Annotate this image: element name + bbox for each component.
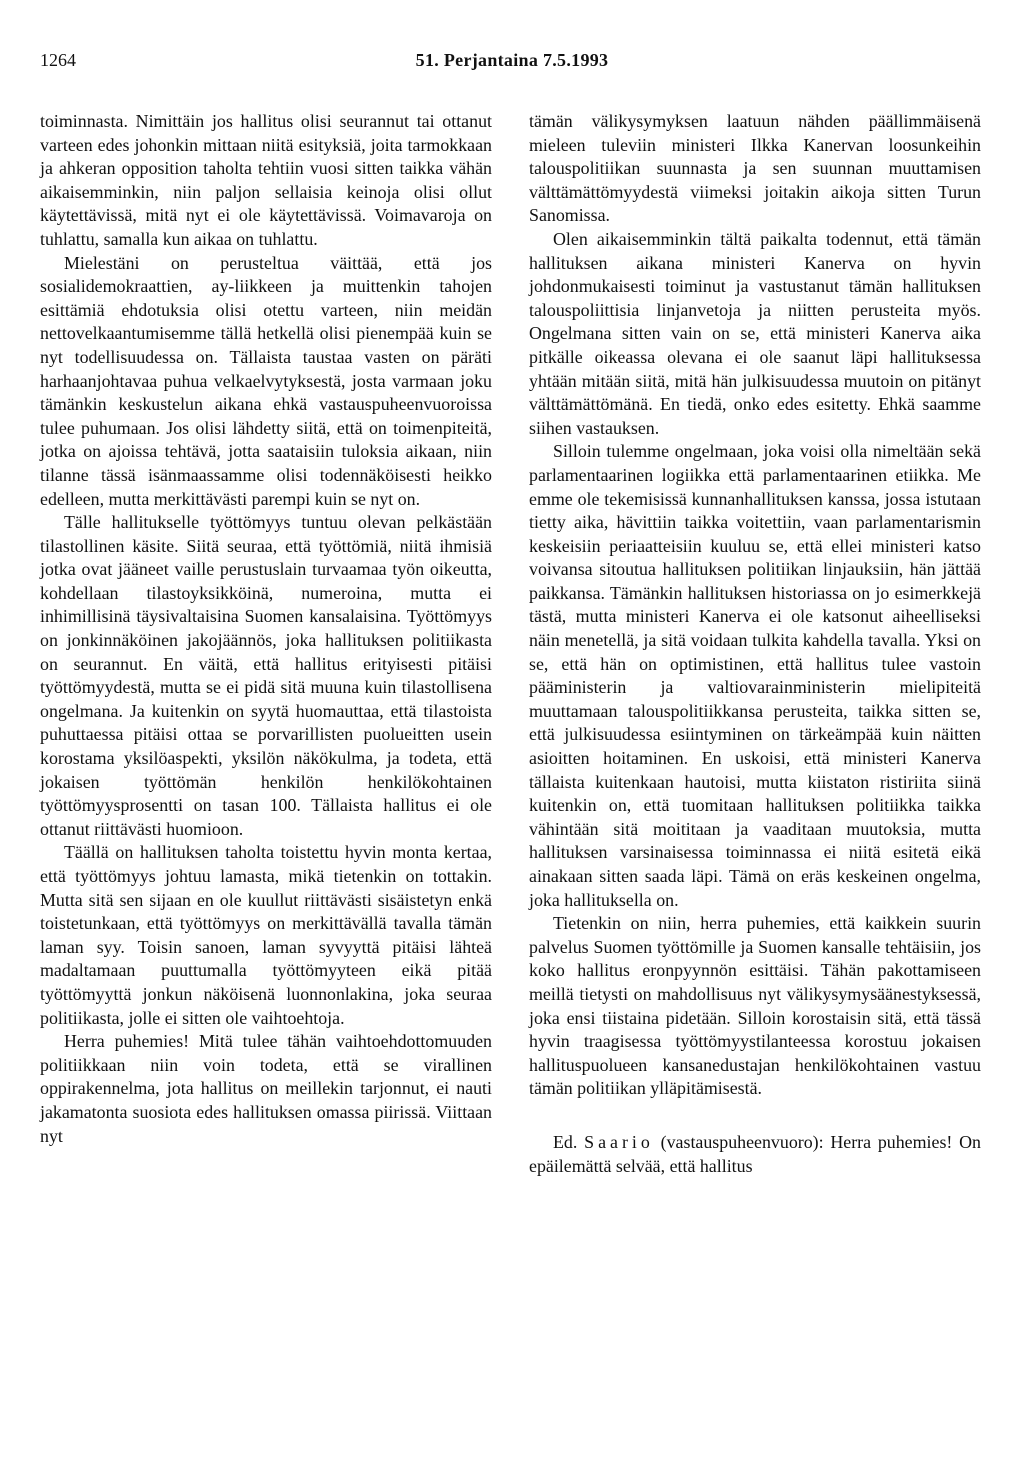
speaker-paragraph bbox=[529, 1131, 981, 1178]
paragraph: Olen aikaisemminkin tältä paikalta todennut, että tämän hallituksen aikana ministeri Kanerva on hyvin johdonmukaisesti toiminut ja vastustanut tämän hallituksen talouspoliittisia linjanvetoja ja niitten perusteita myös. Ongelmana sitten vain on se, että ministeri Kanerva aika pitkälle oikeassa olevana ei ole saanut läpi hallituksessa yhtään mitään siitä, mitä hän julkisuudessa muutoin on pitänyt välttämättömänä. En tiedä, onko edes esitetty. Ehkä saamme siihen vastauksen. bbox=[529, 228, 981, 438]
paragraph: Tietenkin on niin, herra puhemies, että kaikkein suurin palvelus Suomen työttömille ja Suomen kansalle tehtäisiin, jos koko hallitus eronpyynnön esittäisi. Tähän pakottamiseen meillä tietysti on mahdollisuus nyt välikysymysäänestyksessä, joka ensi tiistaina pidetään. Silloin korostaisin sitä, että tässä hyvin traagisessa työttömyystilanteessa korostuu jokaisen hallituspuolueen kansanedustajan henkilökohtainen vastuu tämän politiikan ylläpitämisestä. bbox=[529, 913, 981, 1099]
page-number: 1264 bbox=[40, 50, 76, 70]
speaker-name: Saario bbox=[584, 1131, 654, 1152]
paragraph: Mielestäni on perusteltua väittää, että jos sosialidemokraattien, ay-liikkeen ja muittenkin tahojen esittämiä ehdotuksia olisi otettu varteen, niin meidän nettovelkaantumisemme tällä hetkellä olisi pienempää kuin se nyt todellisuudessa on. Tällaista taustaa vasten on päräti harhaanjohtavaa puhua velkaelvytyksestä, josta varmaan joku tämänkin keskustelun aikana ehkä vastauspuheenvuoroissa tulee puhumaan. Jos olisi lähdetty siitä, että on toimenpiteitä, jotka on ajoissa tehtävä, jotta saataisiin tuloksia aikaan, niin tilanne tässä isänmaassamme olisi todennäköisesti heikko edelleen, mutta merkittävästi parempi kuin se nyt on. bbox=[40, 252, 492, 509]
paragraph: Herra puhemies! Mitä tulee tähän vaihtoehdottomuuden politiikkaan niin voin todeta, että se virallinen oppirakennelma, jota hallitus on meillekin tarjonnut, ei nauti jakamatonta suosiota edes hallituksen omassa piirissä. Viittaan nyt bbox=[40, 1031, 492, 1146]
page-header bbox=[40, 50, 984, 76]
speaker-intro: Ed. bbox=[553, 1131, 578, 1152]
paragraph: tämän välikysymyksen laatuun nähden päällimmäisenä mieleen tuleviin ministeri Ilkka Kanervan loosunkeihin talouspolitiikan suunnasta ja sen suunnan muuttamisen välttämättömyydestä viimeksi joitakin aikoja sitten Turun Sanomissa. bbox=[529, 111, 981, 226]
session-title: 51. Perjantaina 7.5.1993 bbox=[415, 50, 609, 70]
paragraph: toiminnasta. Nimittäin jos hallitus olisi seurannut tai ottanut varteen edes johonkin mittaan niitä esityksiä, joita tarmokkaan ja ahkeran opposition taholta tehtiin vuosi sitten taikka vähän aikaisemminkin, niin paljon sellaisia keinoja olisi ollut käytettävissä, mitä nyt ei ole käytettävissä. Voimavaroja on tuhlattu, samalla kun aikaa on tuhlattu. bbox=[40, 111, 492, 249]
left-column bbox=[40, 110, 492, 1148]
speaker-text: (vastauspuheenvuoro): Herra puhemies! On epäilemättä selvää, että hallitus bbox=[529, 1131, 982, 1176]
paragraph: Täällä on hallituksen taholta toistettu hyvin monta kertaa, että työttömyys johtuu lamasta, mikä tietenkin on tottakin. Mutta sitä sen sijaan en ole kuullut riittävästi sisäistetyn enkä toistetunkaan, että työttömyys on merkittävällä tavalla tämän laman syy. Toisin sanoen, laman syvyyttä pitäisi lähteä madaltamaan puuttumalla työttömyyteen eikä pitää työttömyyttä jonkun näköisenä luonnonlakina, joka seuraa politiikasta, jolle ei sitten ole vaihtoehtoja. bbox=[40, 842, 492, 1028]
paragraph: Silloin tulemme ongelmaan, joka voisi olla nimeltään sekä parlamentaarinen logiikka että parlamentaarinen etiikka. Me emme ole tekemisissä kunnanhallituksen kanssa, jossa istutaan tietty aika, hävittiin taikka voitettiin, vaan parlamentarismin keskeisiin periaatteisiin kuuluu se, että ellei ministeri katso voivansa sitoutua hallituksen politiikan linjauksiin, hän jättää paikkansa. Tämänkin hallituksen historiassa on jo esimerkkejä tästä, mutta ministeri Kanerva ei ole katsonut aiheelliseksi näin menetellä, ja sitä voidaan tulkita kahdella tavalla. Yksi on se, että hän on optimistinen, että hallitus tulee vastoin pääministerin ja valtiovarainministerin mielipiteitä muuttamaan talouspolitiikkansa perusteita, taikka sitten se, että julkisuudessa esiintyminen on tärkeämpää kuin näitten asioitten hoitaminen. En uskoisi, että ministeri Kanerva tällaista kuitenkaan hautoisi, mutta kiistaton ristiriita siinä kuitenkin on, että tuomitaan hallituksen politiikka taikka vähintään sitä moititaan ja vaaditaan muutoksia, mutta hallituksen varsinaisessa toiminnassa ei niitä esitetä eikä ainakaan sitten saada läpi. Tämä on eräs keskeinen ongelma, joka hallituksella on. bbox=[529, 441, 981, 910]
paragraph: Tälle hallitukselle työttömyys tuntuu olevan pelkästään tilastollinen käsite. Siitä seuraa, että työttömiä, niitä ihmisiä jotka ovat jääneet vaille perustuslain turvaamaa työn oikeutta, kohdellaan tilastoyksikköinä, numeroina, mutta ei inhimillisinä täysivaltaisina Suomen kansalaisina. Työttömyys on jonkinnäköinen jakojäännös, joka hallituksen politiikasta on seurannut. En väitä, että hallitus erityisesti pitäisi työttömyydestä, mutta se ei pidä sitä muuna kuin tilastollisena ongelmana. Ja kuitenkin on syytä huomauttaa, että tilastoista puhuttaessa pitäisi ottaa se porvarillisten puolueitten usein korostama yksilöaspekti, yksilön näkökulma, ja todeta, että jokaisen työttömän henkilön henkilökohtainen työttömyysprosentti on tasan 100. Tällaista hallitus ei ole ottanut riittävästi huomioon. bbox=[40, 512, 492, 839]
right-column bbox=[529, 110, 981, 1178]
